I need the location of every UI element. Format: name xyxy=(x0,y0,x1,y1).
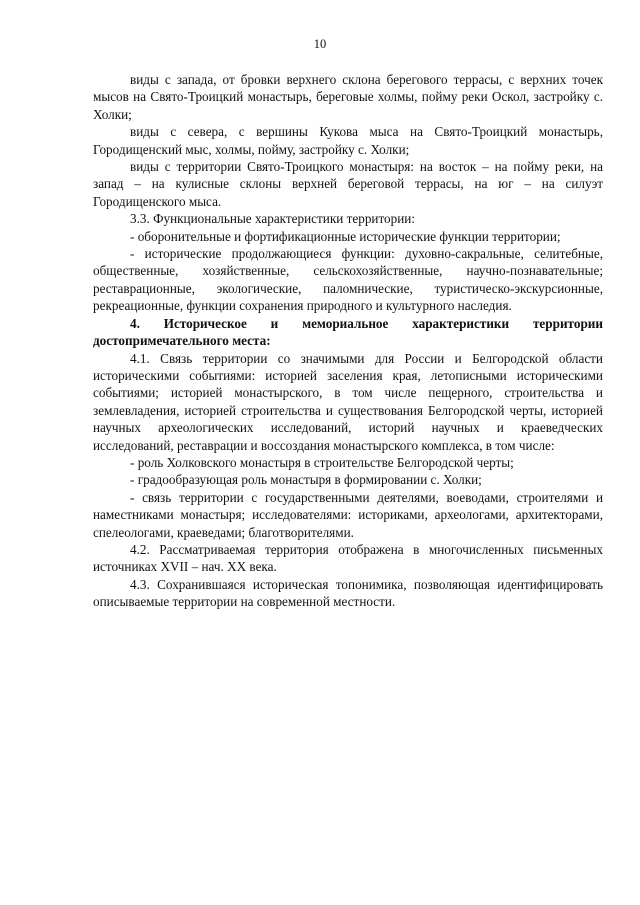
paragraph-views-west: виды с запада, от бровки верхнего склона берегового террасы, с верхних точек мысов на Свято-Троицкий монастырь, береговые холмы, пойму реки Оскол, застройку с. Холки; xyxy=(93,72,603,122)
paragraph-views-north: виды с севера, с вершины Кукова мыса на Свято-Троицкий монастырь, Городищенский мыс, холмы, пойму, застройку с. Холки; xyxy=(93,124,603,157)
list-item-belgorod-line-role: - роль Холковского монастыря в строительстве Белгородской черты; xyxy=(130,454,514,470)
list-item-historical-functions: - исторические продолжающиеся функции: духовно-сакральные, селитебные, общественные, хозяйственные, сельскохозяйственные, научно-познавательные; реставрационные, экологические, паломнические, туристическо-экскурсионные, рекреационные, функции сохранения природного и культурного наследия. xyxy=(93,246,603,314)
section-4-3-paragraph: 4.3. Сохранившаяся историческая топонимика, позволяющая идентифицировать описываемые территории на современной местности. xyxy=(93,576,603,610)
list-item-defensive-functions: - оборонительные и фортификационные исторические функции территории; xyxy=(130,228,561,244)
list-item-people-connection: - связь территории с государственными деятелями, воеводами, строителями и наместниками монастыря; исследователями: историками, археологами, архитекторами, спелеологами, краеведами; благотворителями. xyxy=(93,489,603,540)
page-number: 10 xyxy=(313,37,327,51)
paragraph-views-monastery: виды с территории Свято-Троицкого монастыря: на восток – на пойму реки, на запад – на кулисные склоны верхней береговой террасы, на юг – на силуэт Городищенского мыса. xyxy=(93,159,603,209)
document-body xyxy=(93,71,603,611)
section-4-2-paragraph: 4.2. Рассматриваемая территория отображена в многочисленных письменных источниках XVII – нач. XX века. xyxy=(93,541,603,575)
section-4-heading: 4. Историческое и мемориальное характеристики территории достопримечательного места: xyxy=(93,315,603,349)
section-4-1-paragraph: 4.1. Связь территории со значимыми для России и Белгородской области историческими событиями: историей заселения края, летописными историческими событиями; историей монастырского, в том числе пещерного, строительства и землевладения, историей строительства и существования Белгородской черты, историей научных археологических исследований, историй научных и краеведческих исследований, реставрации и воссоздания монастырского комплекса, в том числе: xyxy=(93,350,603,453)
list-item-town-forming-role: - градообразующая роль монастыря в формировании с. Холки; xyxy=(130,472,482,488)
section-3-3-heading: 3.3. Функциональные характеристики территории: xyxy=(130,211,416,227)
